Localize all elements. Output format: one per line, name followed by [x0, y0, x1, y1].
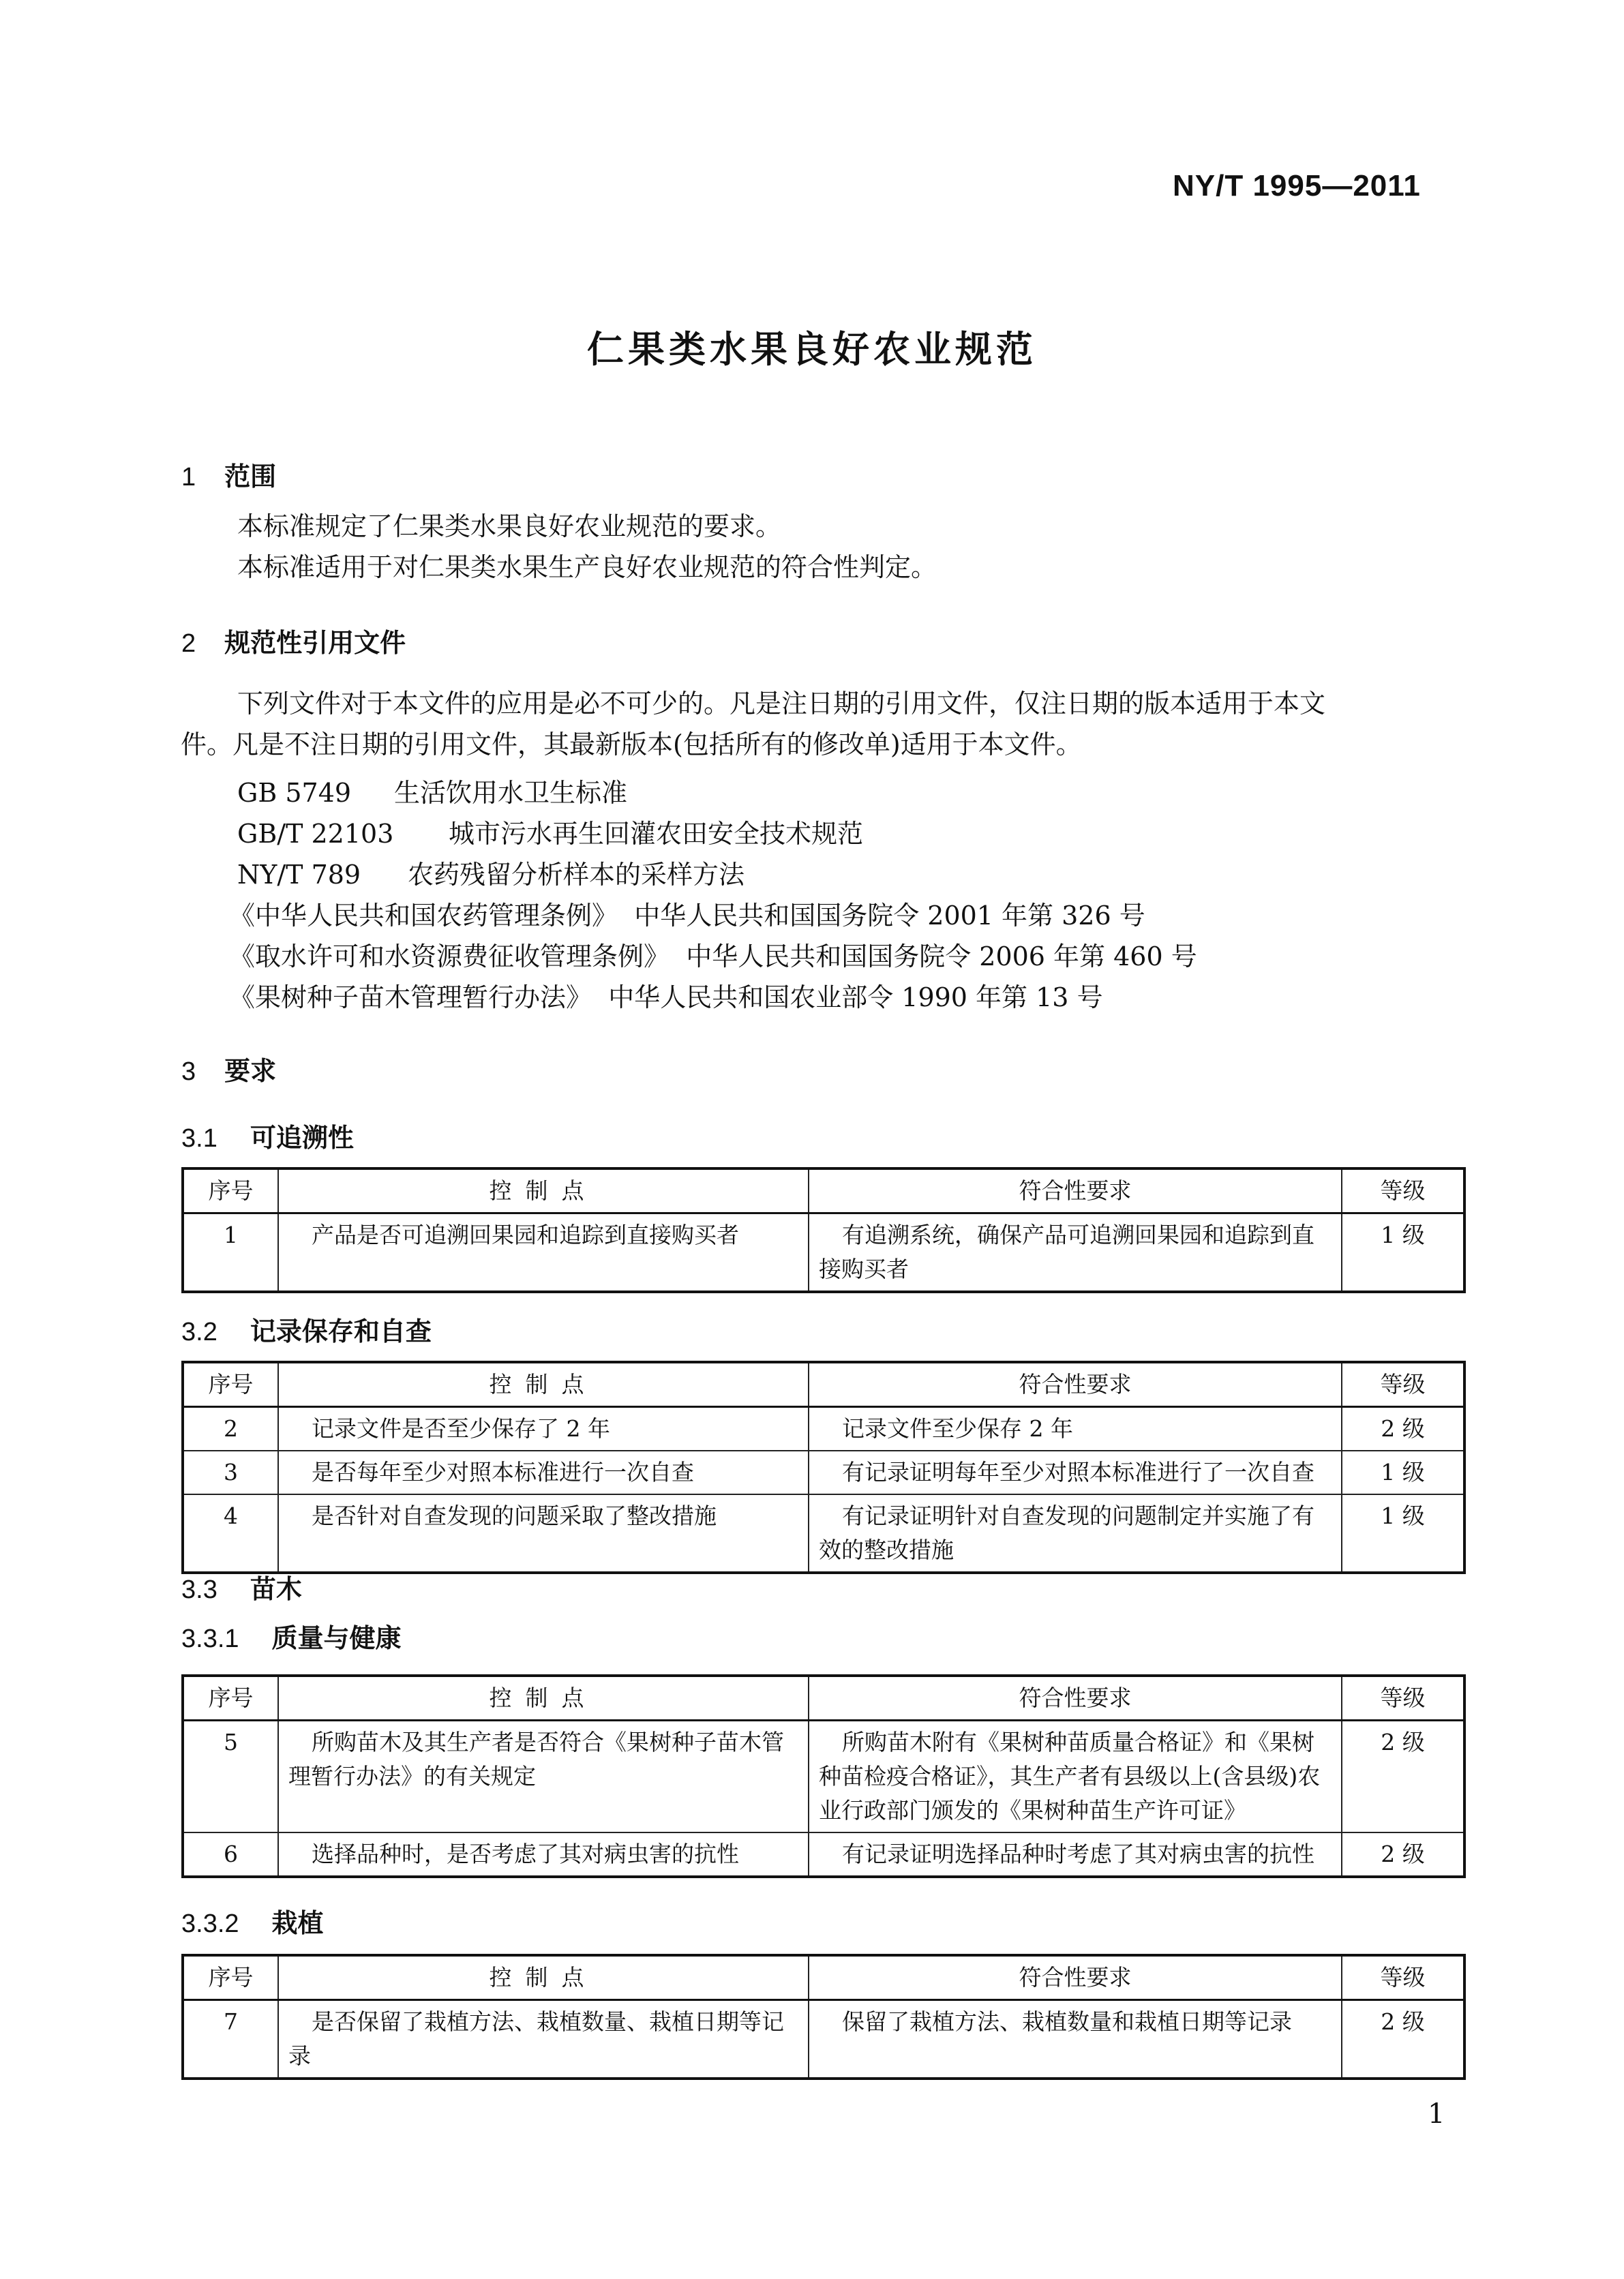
table-row: [183, 1451, 1464, 1494]
section-number: 3: [181, 1057, 196, 1086]
cell-requirement: 所购苗木附有《果树种苗质量合格证》和《果树种苗检疫合格证》，其生产者有县级以上(含县级)农业行政部门颁发的《果树种苗生产许可证》: [809, 1721, 1342, 1833]
paragraph: 本标准适用于对仁果类水果生产良好农业规范的符合性判定。: [237, 552, 937, 582]
regulation-issuer: 中华人民共和国国务院令 2001 年第 326 号: [634, 901, 1145, 931]
header-seq: 序号: [183, 1955, 278, 2000]
page-number: 1: [1428, 2098, 1445, 2130]
cell-seq: 2: [183, 1407, 278, 1451]
reference-item: [237, 813, 863, 850]
header-requirement: 符合性要求: [809, 1168, 1342, 1213]
section-number: 3.1: [181, 1124, 217, 1153]
section-number: 2: [181, 629, 196, 658]
header-level: 等级: [1342, 1676, 1464, 1721]
section-1-heading: [181, 455, 276, 493]
table-quality-health: [181, 1674, 1466, 1878]
section-number: 1: [181, 463, 196, 492]
regulation-issuer: 中华人民共和国国务院令 2006 年第 460 号: [686, 941, 1197, 971]
cell-level: 2 级: [1342, 1832, 1464, 1877]
section-2-heading: [181, 622, 406, 659]
cell-level: 1 级: [1342, 1213, 1464, 1293]
header-seq: 序号: [183, 1676, 278, 1721]
section-3-3-2-heading: [181, 1902, 324, 1940]
section-3-1-heading: [181, 1117, 354, 1154]
table-row: [183, 1494, 1464, 1573]
table-header-row: [183, 1168, 1464, 1213]
table-row: [183, 2000, 1464, 2079]
table-header-row: [183, 1362, 1464, 1407]
cell-control: 产品是否可追溯回果园和追踪到直接购买者: [278, 1213, 809, 1293]
section-3-2-heading: [181, 1310, 432, 1348]
header-level: 等级: [1342, 1168, 1464, 1213]
header-control-point: 控制点: [278, 1362, 809, 1407]
cell-control: 所购苗木及其生产者是否符合《果树种子苗木管理暂行办法》的有关规定: [278, 1721, 809, 1833]
section-title: 记录保存和自查: [250, 1316, 432, 1346]
cell-control: 是否保留了栽植方法、栽植数量、栽植日期等记录: [278, 2000, 809, 2079]
regulation-item: [229, 976, 1103, 1014]
regulation-issuer: 中华人民共和国农业部令 1990 年第 13 号: [608, 982, 1103, 1012]
cell-control: 记录文件是否至少保存了 2 年: [278, 1407, 809, 1451]
section-number: 3.2: [181, 1318, 217, 1346]
standard-code: NY/T 1995—2011: [1173, 169, 1421, 202]
header-requirement: 符合性要求: [809, 1362, 1342, 1407]
cell-seq: 6: [183, 1832, 278, 1877]
cell-control: 是否针对自查发现的问题采取了整改措施: [278, 1494, 809, 1573]
header-requirement: 符合性要求: [809, 1676, 1342, 1721]
cell-level: 1 级: [1342, 1451, 1464, 1494]
cell-requirement: 有追溯系统，确保产品可追溯回果园和追踪到直接购买者: [809, 1213, 1342, 1293]
reference-code: GB/T 22103: [237, 819, 394, 849]
regulation-name: 《中华人民共和国农药管理条例》: [229, 901, 618, 931]
section-title: 质量与健康: [271, 1623, 402, 1653]
table-header-row: [183, 1955, 1464, 2000]
section-3-3-1-heading: [181, 1617, 402, 1655]
reference-name: 农药残留分析样本的采样方法: [408, 860, 745, 890]
reference-name: 生活饮用水卫生标准: [394, 778, 628, 808]
cell-level: 2 级: [1342, 2000, 1464, 2079]
cell-level: 2 级: [1342, 1407, 1464, 1451]
table-row: [183, 1213, 1464, 1293]
cell-seq: 7: [183, 2000, 278, 2079]
cell-requirement: 记录文件至少保存 2 年: [809, 1407, 1342, 1451]
document-title: 仁果类水果良好农业规范: [587, 328, 1037, 371]
header-control-point: 控制点: [278, 1168, 809, 1213]
cell-level: 1 级: [1342, 1494, 1464, 1573]
cell-requirement: 有记录证明每年至少对照本标准进行了一次自查: [809, 1451, 1342, 1494]
section-number: 3.3.2: [181, 1910, 239, 1938]
cell-seq: 1: [183, 1213, 278, 1293]
reference-item: [237, 772, 627, 809]
paragraph: 下列文件对于本文件的应用是必不可少的。凡是注日期的引用文件，仅注日期的版本适用于本文: [237, 689, 1326, 719]
cell-control: 选择品种时，是否考虑了其对病虫害的抗性: [278, 1832, 809, 1877]
regulation-name: 《取水许可和水资源费征收管理条例》: [229, 941, 670, 971]
section-title: 苗木: [250, 1574, 302, 1604]
section-number: 3.3: [181, 1575, 217, 1604]
section-number: 3.3.1: [181, 1625, 239, 1653]
cell-requirement: 有记录证明针对自查发现的问题制定并实施了有效的整改措施: [809, 1494, 1342, 1573]
header-control-point: 控制点: [278, 1676, 809, 1721]
table-row: [183, 1721, 1464, 1833]
regulation-item: [229, 894, 1145, 932]
cell-seq: 4: [183, 1494, 278, 1573]
table-traceability: [181, 1167, 1466, 1293]
table-header-row: [183, 1676, 1464, 1721]
regulation-name: 《果树种子苗木管理暂行办法》: [229, 982, 592, 1012]
reference-item: [237, 854, 745, 891]
regulation-item: [229, 935, 1197, 973]
paragraph: 本标准规定了仁果类水果良好农业规范的要求。: [237, 511, 782, 541]
table-row: [183, 1407, 1464, 1451]
header-seq: 序号: [183, 1362, 278, 1407]
cell-seq: 5: [183, 1721, 278, 1833]
cell-control: 是否每年至少对照本标准进行一次自查: [278, 1451, 809, 1494]
header-seq: 序号: [183, 1168, 278, 1213]
section-title: 规范性引用文件: [224, 628, 406, 658]
section-title: 要求: [224, 1056, 277, 1086]
section-title: 栽植: [271, 1908, 324, 1938]
header-level: 等级: [1342, 1955, 1464, 2000]
paragraph: 件。凡是不注日期的引用文件，其最新版本(包括所有的修改单)适用于本文件。: [181, 729, 1082, 759]
reference-name: 城市污水再生回灌农田安全技术规范: [449, 819, 864, 849]
table-planting: [181, 1954, 1466, 2080]
header-requirement: 符合性要求: [809, 1955, 1342, 2000]
cell-requirement: 有记录证明选择品种时考虑了其对病虫害的抗性: [809, 1832, 1342, 1877]
reference-code: NY/T 789: [237, 860, 361, 890]
section-title: 可追溯性: [250, 1123, 354, 1153]
cell-seq: 3: [183, 1451, 278, 1494]
section-3-heading: [181, 1050, 276, 1087]
cell-requirement: 保留了栽植方法、栽植数量和栽植日期等记录: [809, 2000, 1342, 2079]
header-level: 等级: [1342, 1362, 1464, 1407]
table-row: [183, 1832, 1464, 1877]
header-control-point: 控制点: [278, 1955, 809, 2000]
section-title: 范围: [224, 462, 277, 492]
section-3-3-heading: [181, 1568, 302, 1605]
reference-code: GB 5749: [237, 778, 352, 808]
table-records-selfcheck: [181, 1361, 1466, 1574]
cell-level: 2 级: [1342, 1721, 1464, 1833]
